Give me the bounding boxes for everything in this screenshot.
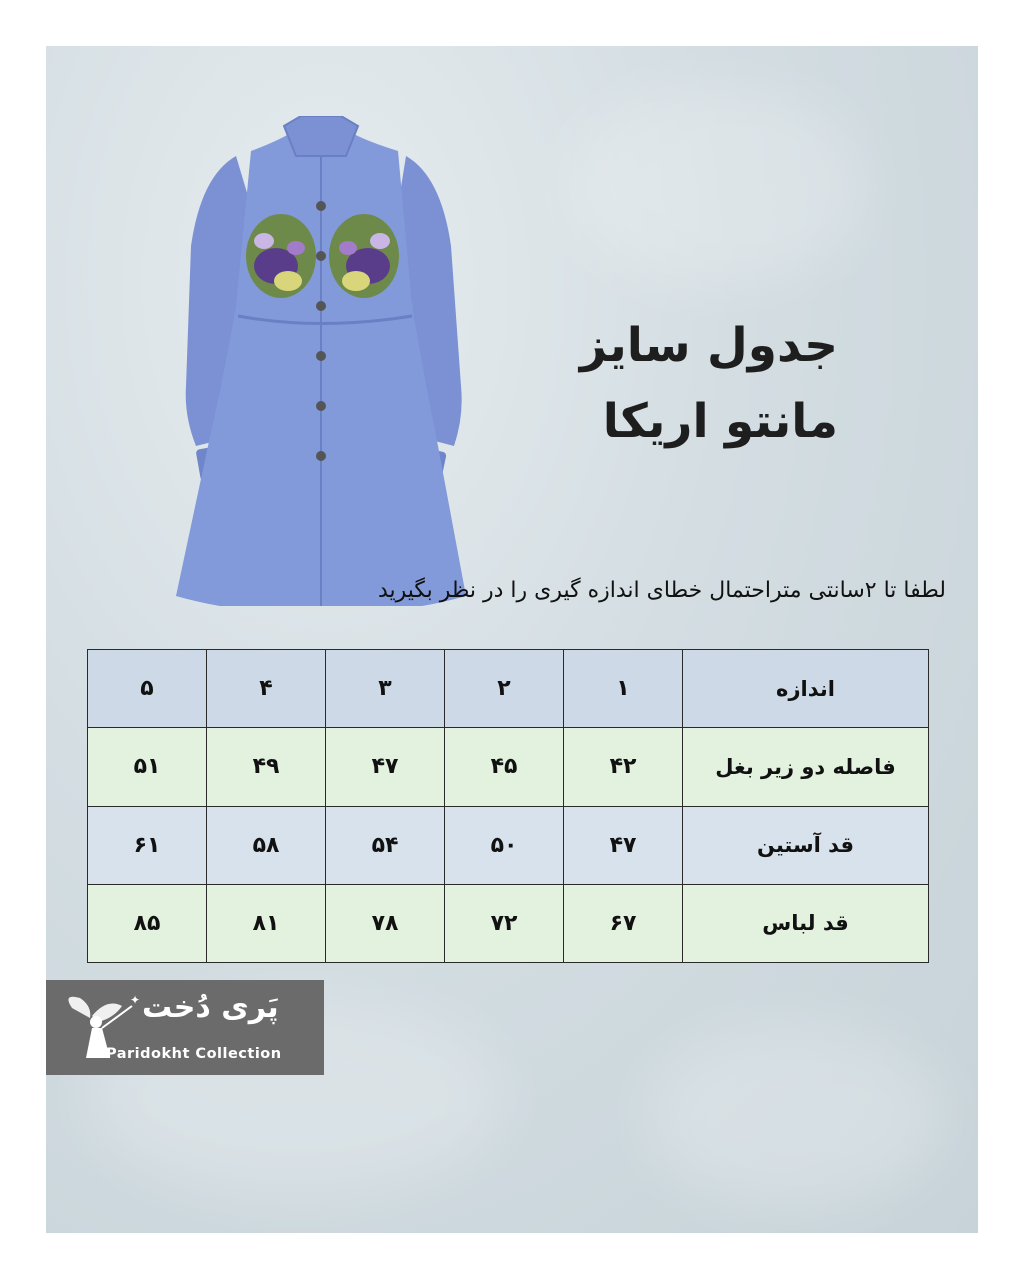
- row-label: قد آستین: [683, 806, 929, 884]
- row-label: فاصله دو زیر بغل: [683, 728, 929, 806]
- value-cell: ۴۷: [564, 806, 683, 884]
- value-cell: ۷۲: [445, 884, 564, 962]
- value-cell: ۴۹: [207, 728, 326, 806]
- row-label: قد لباس: [683, 884, 929, 962]
- header-label: اندازه: [683, 650, 929, 728]
- page-title: [478, 308, 838, 460]
- size-chart-card: [46, 46, 978, 1233]
- embroidery-left: [246, 214, 316, 298]
- value-cell: ۵۴: [326, 806, 445, 884]
- table-row: [88, 806, 929, 884]
- measurement-note: لطفا تا ۲سانتی متراحتمال خطای اندازه گیری را در نظر بگیرید: [377, 578, 946, 603]
- value-cell: ۸۱: [207, 884, 326, 962]
- table-row: [88, 884, 929, 962]
- table-header-row: [88, 650, 929, 728]
- texture-blot: [646, 1026, 946, 1206]
- brand-name-fa: پَری دُخت: [142, 990, 279, 1025]
- title-line2: مانتو اریکا: [602, 394, 838, 449]
- size-cell: ۱: [564, 650, 683, 728]
- value-cell: ۶۱: [88, 806, 207, 884]
- value-cell: ۴۷: [326, 728, 445, 806]
- value-cell: ۴۲: [564, 728, 683, 806]
- garment-image: [166, 116, 476, 606]
- size-cell: ۵: [88, 650, 207, 728]
- texture-blot: [566, 86, 866, 286]
- brand-name-en: Paridokht Collection: [106, 1046, 282, 1062]
- size-table: [87, 649, 929, 963]
- value-cell: ۵۰: [445, 806, 564, 884]
- table-row: [88, 728, 929, 806]
- value-cell: ۵۸: [207, 806, 326, 884]
- value-cell: ۶۷: [564, 884, 683, 962]
- brand-logo: [46, 980, 324, 1075]
- svg-text:✦: ✦: [130, 993, 141, 1007]
- size-cell: ۴: [207, 650, 326, 728]
- size-cell: ۲: [445, 650, 564, 728]
- value-cell: ۸۵: [88, 884, 207, 962]
- embroidery-right: [329, 214, 399, 298]
- value-cell: ۵۱: [88, 728, 207, 806]
- title-line1: جدول سایز: [579, 318, 838, 373]
- value-cell: ۷۸: [326, 884, 445, 962]
- value-cell: ۴۵: [445, 728, 564, 806]
- size-cell: ۳: [326, 650, 445, 728]
